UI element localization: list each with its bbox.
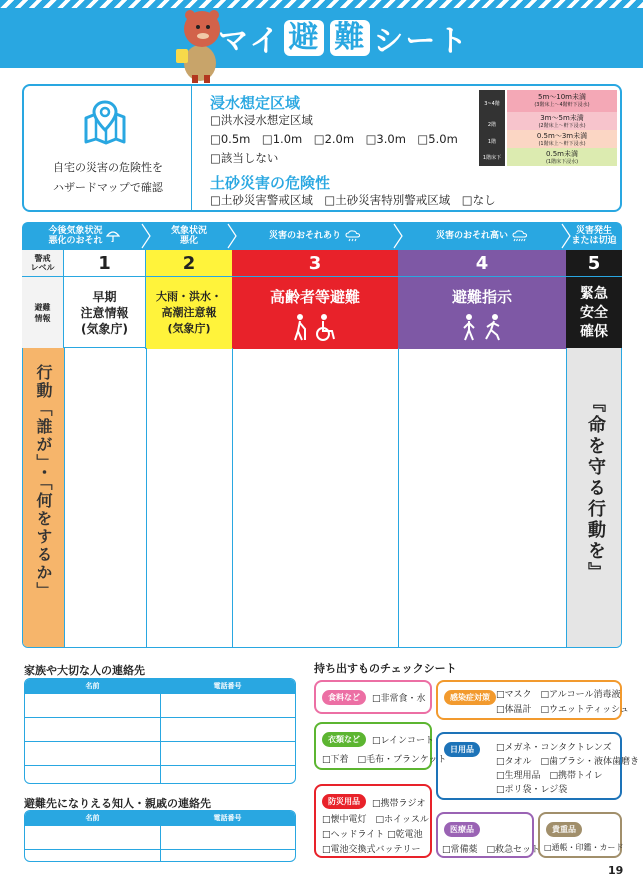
clothing-item-0[interactable]: □レインコート xyxy=(372,736,435,746)
checklist-food xyxy=(314,680,432,714)
legend-floor-2: 1階 xyxy=(487,139,497,145)
disaster-item-2[interactable]: □ヘッドライト □乾電池 xyxy=(322,830,423,840)
infection-item-0[interactable]: □マスク □アルコール消毒液 xyxy=(496,690,621,700)
legend-band-3 xyxy=(507,148,617,166)
title-box-2: 難 xyxy=(330,20,370,56)
header-text-4: 災害のおそれ高い xyxy=(435,231,508,241)
contacts-table-header xyxy=(25,679,295,693)
info-level-1: 早期 注意情報 (気象庁) xyxy=(64,277,146,349)
legend-floor-1: 2階 xyxy=(487,122,497,128)
legend-main-3: 0.5m未満 xyxy=(546,150,578,158)
legend-main-2: 0.5m～3m未満 xyxy=(536,132,588,140)
disaster-badge: 防災用品 xyxy=(322,794,366,809)
col-name-header: 名前 xyxy=(85,682,100,690)
valuables-item-0[interactable]: □通帳・印鑑・カード xyxy=(544,843,624,852)
flood-depth-checkboxes[interactable]: □0.5m □1.0m □2.0m □3.0m □5.0m xyxy=(210,132,458,146)
legend-floor-3: 1階床下 xyxy=(482,155,502,161)
clothing-badge: 衣類など xyxy=(322,732,366,747)
col-name-header: 名前 xyxy=(85,814,100,822)
level-number-4: 4 xyxy=(398,250,566,276)
page-title xyxy=(218,18,469,58)
medicine-item-0[interactable]: □常備薬 □救急セット xyxy=(442,845,541,855)
checklist-clothing xyxy=(314,722,447,770)
checklist-medicine xyxy=(436,812,541,858)
header-text-5: 災害発生 または切迫 xyxy=(571,226,617,246)
page-number: 19 xyxy=(608,864,624,877)
row-label-info: 避難 情報 xyxy=(22,277,64,349)
info-level-2: 大雨・洪水・ 高潮注意報 (気象庁) xyxy=(146,277,232,349)
legend-band-1 xyxy=(507,112,617,130)
legend-floor-0: 3~4階 xyxy=(484,101,500,107)
legend-sub-2: (1階床上～軒下浸水) xyxy=(538,141,586,147)
infection-badge: 感染症対策 xyxy=(444,690,496,705)
hazard-caption-1: 自宅の災害の危険性を xyxy=(53,161,163,174)
title-text-post: シート xyxy=(373,24,470,59)
title-box-1: 避 xyxy=(284,20,324,56)
food-badge: 食料など xyxy=(322,690,366,705)
row-label-level: 警戒 レベル xyxy=(22,250,64,276)
action-cell-3[interactable] xyxy=(233,348,399,648)
level-number-1: 1 xyxy=(64,250,146,276)
hazard-caption-2: ハザードマップで確認 xyxy=(53,181,163,194)
level-number-5: 5 xyxy=(566,250,622,276)
daily-item-2[interactable]: □生理用品 □携帯トイレ xyxy=(496,771,603,781)
legend-band-2 xyxy=(507,130,617,148)
landslide-checkboxes[interactable]: □土砂災害警戒区域 □土砂災害特別警戒区域 □なし xyxy=(210,193,496,207)
daily-item-0[interactable]: □メガネ・コンタクトレンズ xyxy=(496,743,612,753)
contacts-table-header xyxy=(25,811,295,825)
legend-band-0 xyxy=(507,90,617,112)
action-cell-1[interactable] xyxy=(65,348,147,648)
legend-main-1: 3m～5m未満 xyxy=(540,114,584,122)
alert-level-table xyxy=(22,222,622,648)
infection-item-1[interactable]: □体温計 □ウエットティッシュ xyxy=(496,705,629,715)
disaster-item-0[interactable]: □携帯ラジオ xyxy=(372,799,426,809)
daily-badge: 日用品 xyxy=(444,742,480,757)
action-row xyxy=(22,348,622,648)
clothing-item-1[interactable]: □下着 □毛布・ブランケット xyxy=(322,755,447,765)
legend-sub-1: (2階床上～軒下浸水) xyxy=(538,123,586,129)
contact-row[interactable] xyxy=(25,849,295,862)
col-phone-header: 電話番号 xyxy=(213,682,242,690)
contacts-table-family xyxy=(24,678,296,784)
info-level-3-text: 高齢者等避難 xyxy=(269,287,360,306)
contacts-title-relatives: 避難先になりえる知人・親戚の連絡先 xyxy=(24,797,211,810)
food-item-0[interactable]: □非常食・水 xyxy=(372,694,426,704)
title-text-pre: マイ xyxy=(218,24,282,59)
action-side-label: 行動「誰が」・「何をするか」 xyxy=(34,364,53,600)
flood-section-title: 浸水想定区域 xyxy=(210,94,301,112)
contact-row[interactable] xyxy=(25,825,295,849)
evacuating-people-icon xyxy=(457,313,507,341)
info-level-3 xyxy=(232,277,398,349)
action-cell-4[interactable] xyxy=(399,348,567,648)
col-phone-header: 電話番号 xyxy=(213,814,242,822)
checklist-title: 持ち出すものチェックシート xyxy=(314,662,457,675)
map-pin-icon xyxy=(82,100,128,146)
contact-row[interactable] xyxy=(25,765,295,784)
header-text-2: 気象状況 悪化 xyxy=(170,226,207,246)
legend-sub-0: (3階床上～4階軒下浸水) xyxy=(534,102,590,108)
checklist-disaster xyxy=(314,784,432,858)
action-side-label-cell xyxy=(23,348,65,648)
checklist-daily xyxy=(436,732,640,800)
contact-row[interactable] xyxy=(25,741,295,765)
daily-item-1[interactable]: □タオル □歯ブラシ・液体歯磨き xyxy=(496,757,640,767)
building-illustration xyxy=(479,90,505,166)
contact-row[interactable] xyxy=(25,693,295,717)
elderly-wheelchair-icon xyxy=(290,313,340,341)
info-level-5: 緊急 安全 確保 xyxy=(566,277,622,349)
header-stripes xyxy=(0,0,643,8)
contacts-title-family: 家族や大切な人の連絡先 xyxy=(24,664,145,677)
header-text-1: 今後気象状況 悪化のおそれ xyxy=(48,226,103,246)
legend-main-0: 5m～10m未満 xyxy=(538,93,586,101)
disaster-item-3[interactable]: □電池交換式バッテリー xyxy=(322,845,421,855)
daily-item-3[interactable]: □ポリ袋・レジ袋 xyxy=(496,785,568,795)
contacts-table-relatives xyxy=(24,810,296,862)
info-level-4-text: 避難指示 xyxy=(451,287,512,306)
medicine-badge: 医療品 xyxy=(444,822,480,837)
info-level-4 xyxy=(398,277,566,349)
level-number-3: 3 xyxy=(232,250,398,276)
disaster-item-1[interactable]: □懐中電灯 □ホイッスル xyxy=(322,815,429,825)
landslide-section-title: 土砂災害の危険性 xyxy=(210,174,331,192)
action-right-label: 『命を守る行動を』 xyxy=(585,394,606,583)
checklist-valuables xyxy=(538,812,622,858)
hazard-check-box xyxy=(22,84,622,212)
level-number-2: 2 xyxy=(146,250,232,276)
action-cell-2[interactable] xyxy=(147,348,233,648)
action-cell-5 xyxy=(567,348,622,648)
header-text-3: 災害のおそれあり xyxy=(268,231,341,241)
checklist-infection xyxy=(436,680,629,720)
flood-none-checkbox[interactable]: □該当しない xyxy=(210,151,279,165)
valuables-badge: 貴重品 xyxy=(546,822,582,837)
contact-row[interactable] xyxy=(25,717,295,741)
header-chevrons xyxy=(22,222,622,250)
hazard-map-panel xyxy=(24,86,192,210)
flood-checkbox-area[interactable]: □洪水浸水想定区域 xyxy=(210,113,313,127)
legend-sub-3: (1階床下浸水) xyxy=(545,159,579,165)
flood-depth-legend xyxy=(479,90,617,166)
